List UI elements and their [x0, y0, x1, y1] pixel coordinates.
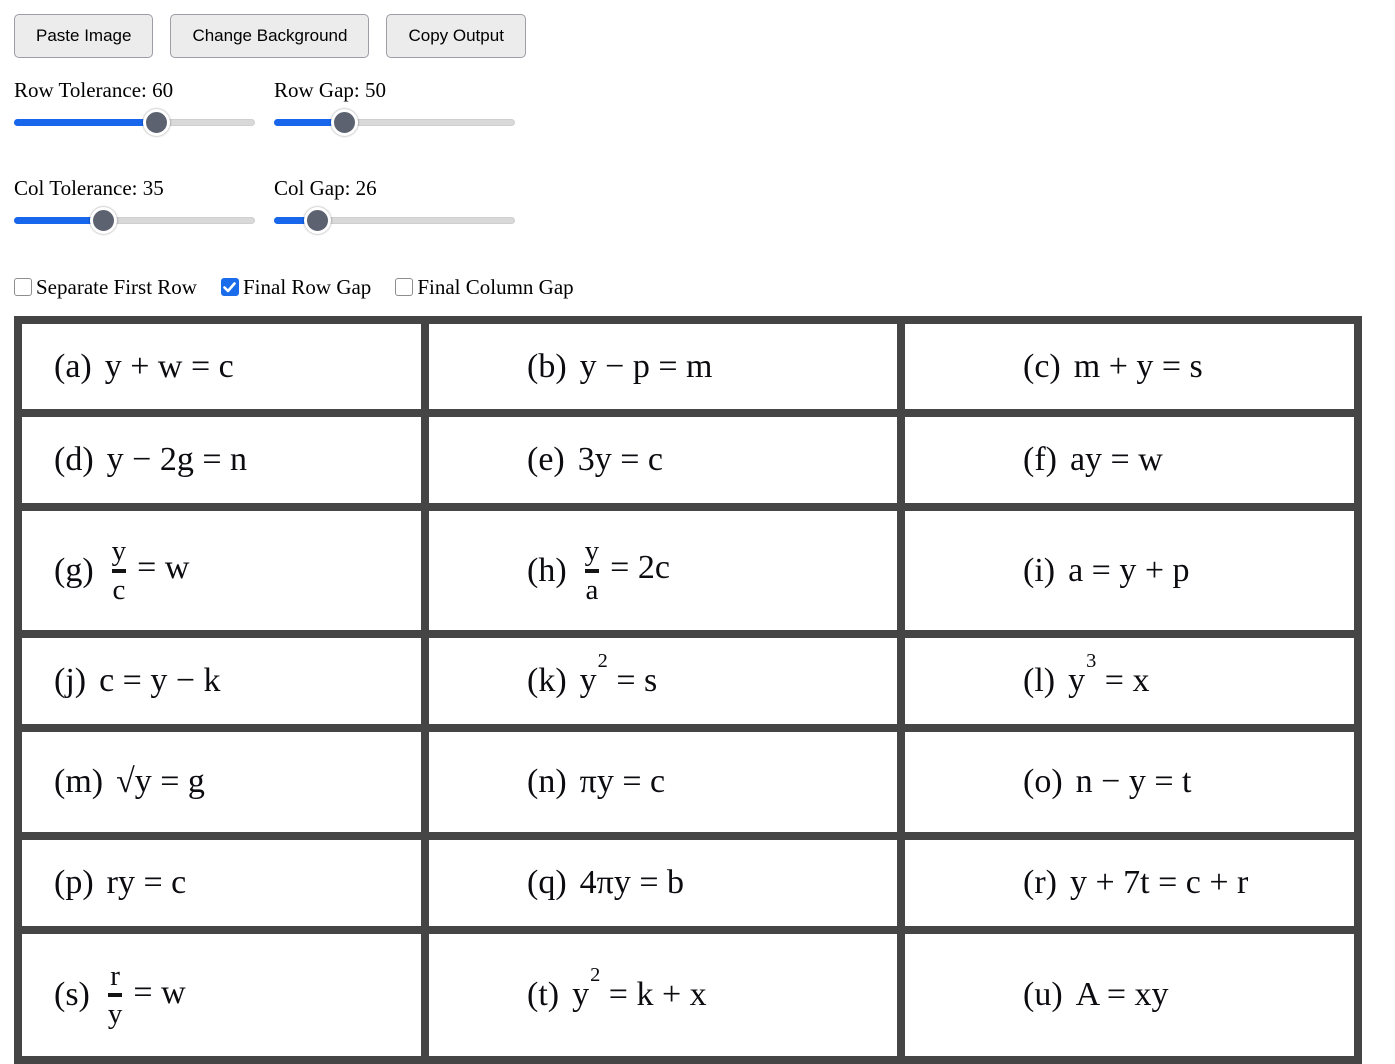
- checkbox-label: Final Column Gap: [417, 274, 574, 299]
- slider-controls: [14, 78, 1381, 236]
- equation-text: √y = g: [116, 763, 205, 800]
- checkbox-box[interactable]: [14, 278, 32, 296]
- equation-label: (a): [54, 347, 92, 385]
- col-gap-group: [274, 176, 515, 236]
- equation-text: y − 2g = n: [106, 441, 248, 478]
- equation-label: (i): [1023, 551, 1056, 589]
- fraction: $\frac{y}{a}$: [584, 535, 600, 606]
- equation-label: (j): [54, 662, 87, 699]
- col-gap-label: Col Gap: 26: [274, 176, 377, 200]
- equation-text: $y^3 = x$: [1068, 650, 1150, 699]
- final-column-gap-checkbox[interactable]: [395, 275, 573, 300]
- slider-thumb[interactable]: [331, 109, 358, 136]
- equation-label: (m): [54, 763, 104, 800]
- col-tolerance-slider[interactable]: [14, 206, 255, 236]
- equation-text: $y^2 = s$: [579, 650, 658, 699]
- row-tolerance-label: Row Tolerance: 60: [14, 78, 174, 102]
- equation-label: (p): [54, 864, 94, 901]
- equation-cell: [18, 634, 425, 728]
- equation-label: (h): [527, 551, 567, 589]
- equation-label: (f): [1023, 441, 1057, 478]
- equation-cell: [901, 507, 1358, 634]
- equation-cell: [18, 320, 425, 413]
- row-gap-label: Row Gap: 50: [274, 78, 386, 102]
- equation-text: a = y + p: [1068, 551, 1190, 589]
- row-gap-slider[interactable]: [274, 108, 515, 138]
- equation-cell: [425, 836, 901, 930]
- row-tolerance-group: [14, 78, 255, 138]
- equation-cell: [901, 413, 1358, 507]
- equation-cell: [18, 728, 425, 836]
- paste-image-button[interactable]: Paste Image: [14, 14, 153, 58]
- equation-cell: [901, 836, 1358, 930]
- equation-text: $y^2 = k + x$: [572, 964, 707, 1013]
- equation-cell: [425, 634, 901, 728]
- equation-label: (b): [527, 347, 567, 385]
- equation-cell: [425, 507, 901, 634]
- equation-text: 4πy = b: [579, 864, 684, 901]
- equation-cell: [18, 836, 425, 930]
- equation-text: 3y = c: [577, 441, 664, 478]
- col-tolerance-group: [14, 176, 255, 236]
- equation-cell: [901, 930, 1358, 1060]
- row-tolerance-slider[interactable]: [14, 108, 255, 138]
- change-background-button[interactable]: Change Background: [170, 14, 369, 58]
- equation-cell: [425, 320, 901, 413]
- equation-text: $\frac{r}{y}$ = w: [107, 959, 186, 1030]
- separate-first-row-checkbox[interactable]: [14, 275, 197, 300]
- col-tolerance-label: Col Tolerance: 35: [14, 176, 164, 200]
- equation-text: πy = c: [579, 763, 666, 800]
- equation-cell: [18, 930, 425, 1060]
- equation-label: (l): [1023, 662, 1056, 699]
- row-gap-group: [274, 78, 515, 138]
- fraction: $\frac{y}{c}$: [111, 535, 127, 606]
- equation-label: (e): [527, 441, 565, 478]
- equation-cell: [425, 930, 901, 1060]
- checkbox-box[interactable]: [395, 278, 413, 296]
- equation-cell: [425, 413, 901, 507]
- final-row-gap-checkbox[interactable]: [221, 275, 371, 300]
- equation-text: c = y − k: [99, 662, 221, 699]
- equation-cell: [901, 634, 1358, 728]
- equation-label: (k): [527, 662, 567, 699]
- toolbar: [14, 14, 1381, 58]
- equation-text: y + w = c: [104, 347, 234, 385]
- equation-text: ay = w: [1069, 441, 1163, 478]
- slider-thumb[interactable]: [304, 207, 331, 234]
- equation-label: (q): [527, 864, 567, 901]
- equation-text: ry = c: [106, 864, 187, 901]
- copy-output-button[interactable]: Copy Output: [386, 14, 525, 58]
- checkbox-box[interactable]: [221, 278, 239, 296]
- slider-fill: [14, 119, 156, 126]
- equation-cell: [901, 728, 1358, 836]
- equation-text: y − p = m: [579, 347, 713, 385]
- fraction: $\frac{r}{y}$: [107, 959, 123, 1030]
- equation-text: $\frac{y}{a}$ = 2c: [584, 535, 670, 606]
- checkbox-label: Final Row Gap: [242, 274, 372, 299]
- equation-label: (r): [1023, 864, 1057, 901]
- equation-text: y + 7t = c + r: [1069, 864, 1249, 901]
- equation-text: $\frac{y}{c}$ = w: [111, 535, 190, 606]
- equation-label: (d): [54, 441, 94, 478]
- equation-cell: [18, 413, 425, 507]
- slider-thumb[interactable]: [90, 207, 117, 234]
- equation-label: (u): [1023, 976, 1063, 1013]
- col-gap-slider[interactable]: [274, 206, 515, 236]
- equation-label: (t): [527, 976, 560, 1013]
- checkbox-row: [14, 274, 1381, 300]
- equation-label: (n): [527, 763, 567, 800]
- equation-cell: [901, 320, 1358, 413]
- equation-table: [14, 316, 1362, 1064]
- equation-text: n − y = t: [1075, 763, 1192, 800]
- equation-cell: [425, 728, 901, 836]
- checkmark-icon: [223, 282, 236, 293]
- equation-label: (s): [54, 976, 90, 1013]
- slider-thumb[interactable]: [143, 109, 170, 136]
- equation-text: m + y = s: [1073, 347, 1203, 385]
- equation-label: (o): [1023, 763, 1063, 800]
- equation-label: (g): [54, 551, 94, 589]
- equation-label: (c): [1023, 347, 1061, 385]
- equation-text: A = xy: [1075, 976, 1169, 1013]
- equation-cell: [18, 507, 425, 634]
- checkbox-label: Separate First Row: [36, 274, 197, 299]
